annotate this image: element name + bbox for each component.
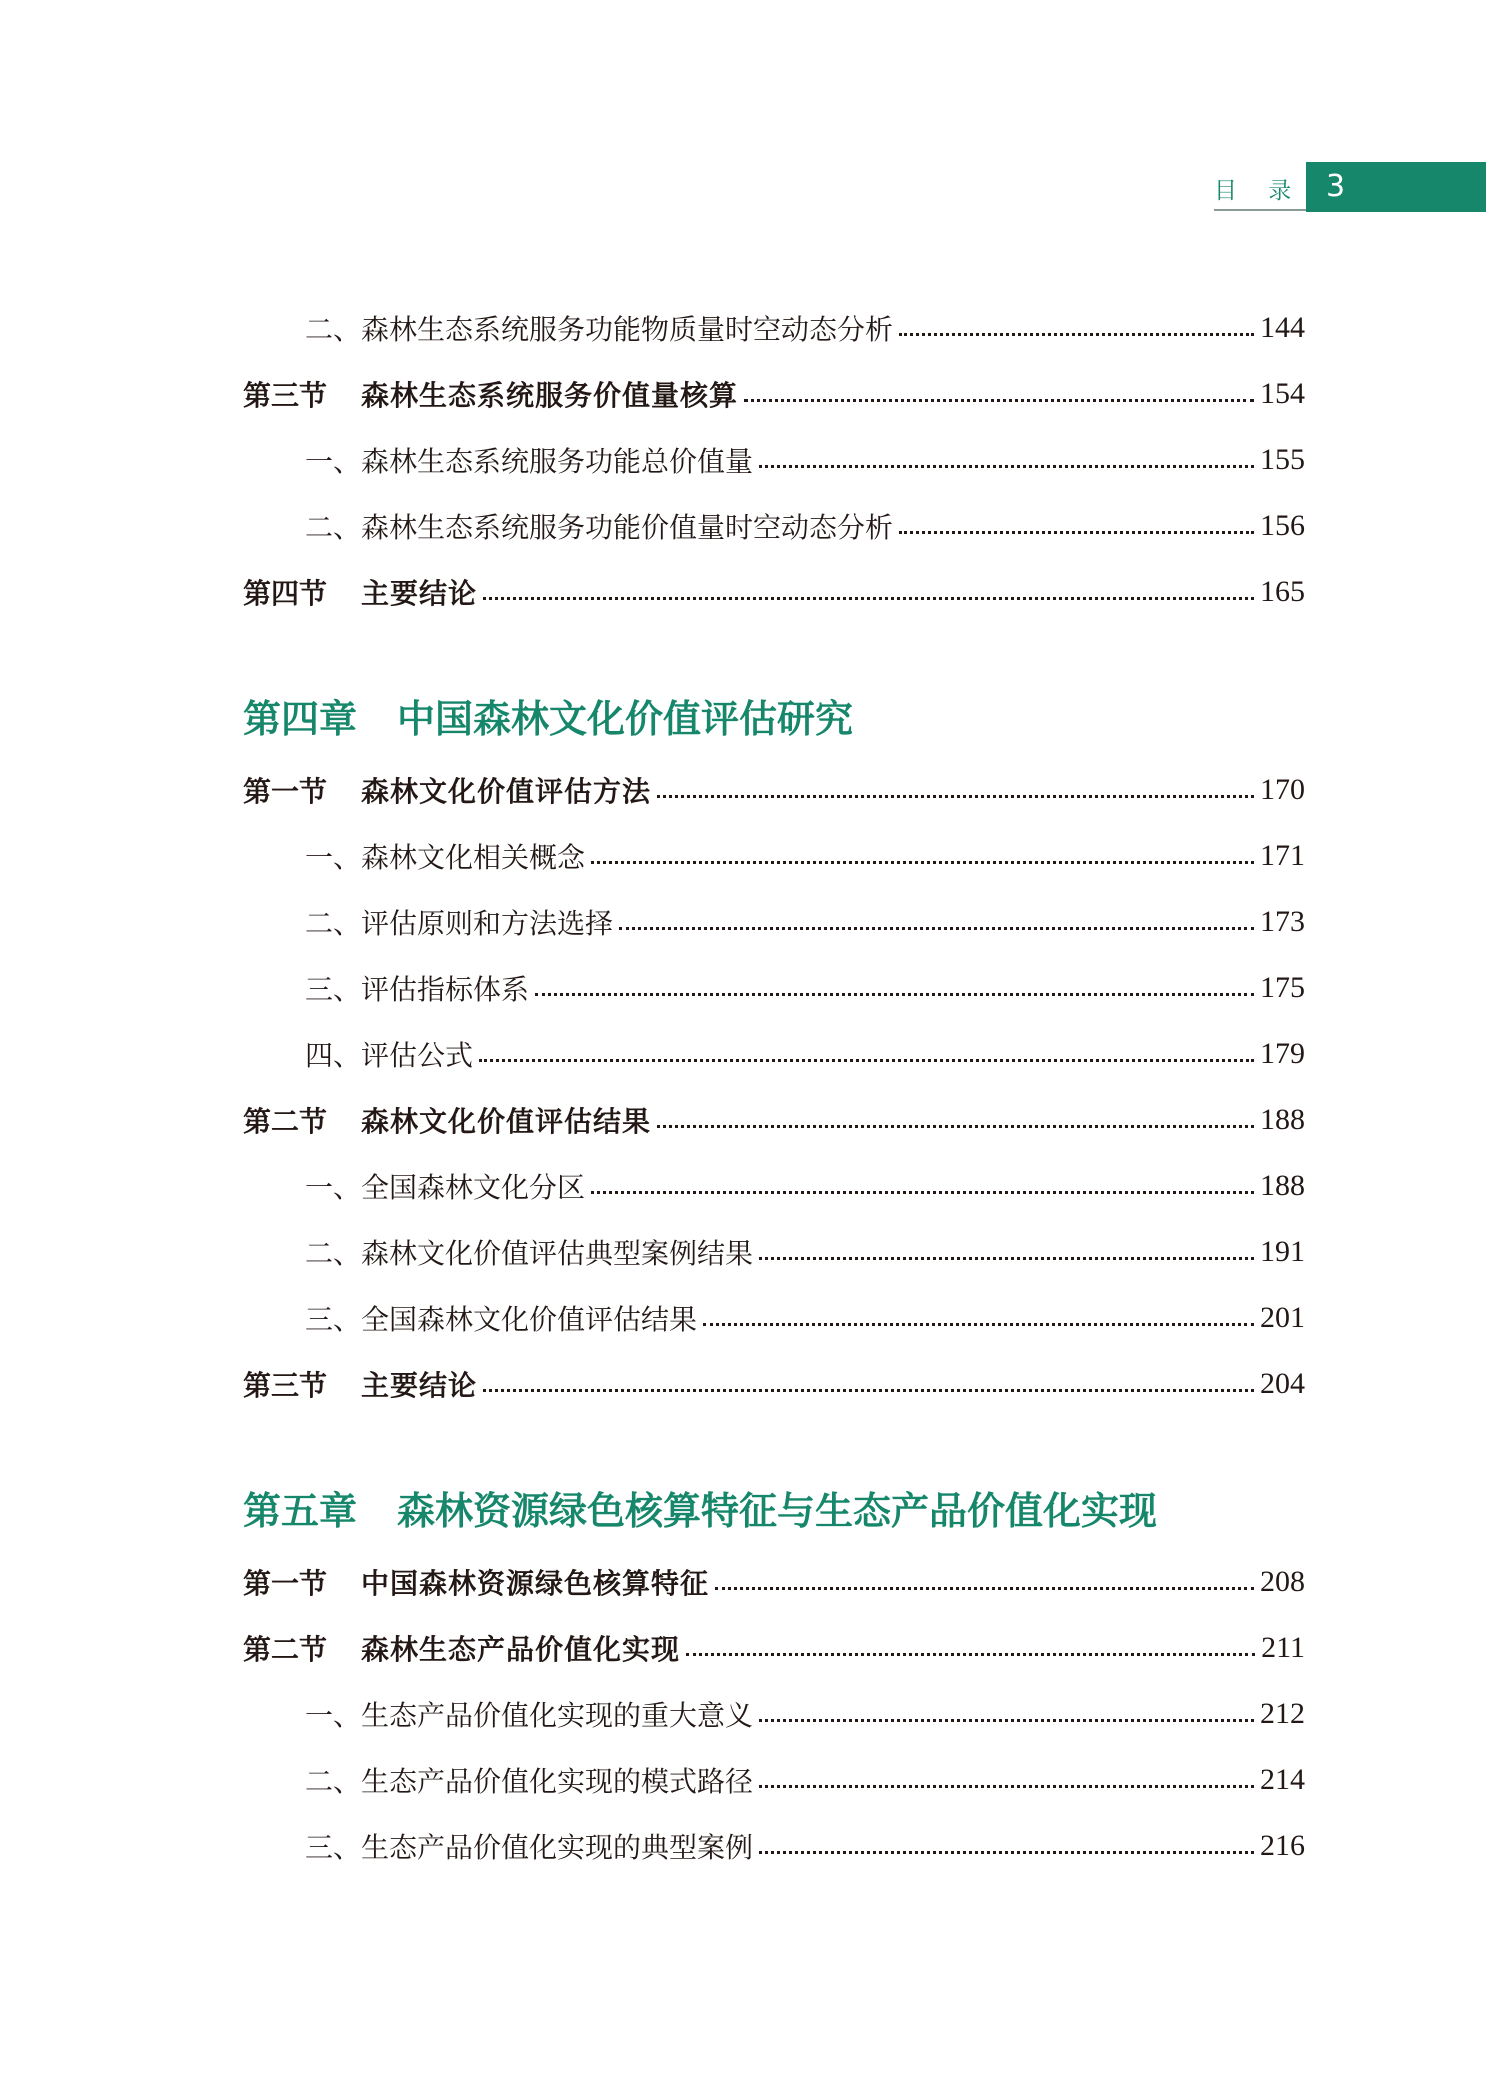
dot-leader	[591, 1191, 1254, 1194]
page-number: 3	[1326, 169, 1346, 204]
toc-section-entry[interactable]	[243, 559, 1305, 625]
entry-title: 森林生态系统服务价值量核算	[361, 379, 739, 412]
toc-subsection-entry[interactable]	[243, 427, 1305, 493]
entry-page-number: 165	[1260, 575, 1305, 608]
chapter-number: 第四章	[243, 697, 358, 741]
entry-title: 森林文化价值评估方法	[361, 775, 652, 808]
section-number: 第四节	[243, 577, 328, 610]
entry-page-number: 204	[1260, 1367, 1305, 1400]
section-number: 第一节	[243, 1567, 328, 1600]
header-rule	[1214, 209, 1314, 211]
entry-page-number: 211	[1261, 1631, 1305, 1664]
toc-subsection-entry[interactable]	[243, 1219, 1305, 1285]
dot-leader	[715, 1587, 1254, 1590]
entry-title: 一、全国森林文化分区	[305, 1171, 586, 1204]
entry-page-number: 179	[1260, 1037, 1305, 1070]
dot-leader	[703, 1323, 1254, 1326]
entry-title: 二、评估原则和方法选择	[305, 907, 614, 940]
toc-subsection-entry[interactable]	[243, 889, 1305, 955]
table-of-contents	[243, 295, 1305, 1879]
toc-chapter-heading[interactable]	[243, 1417, 1305, 1549]
dot-leader	[899, 531, 1254, 534]
entry-page-number: 175	[1260, 971, 1305, 1004]
toc-subsection-entry[interactable]	[243, 823, 1305, 889]
dot-leader	[535, 993, 1254, 996]
entry-title: 二、生态产品价值化实现的模式路径	[305, 1765, 754, 1798]
entry-title: 一、森林文化相关概念	[305, 841, 586, 874]
entry-title: 一、生态产品价值化实现的重大意义	[305, 1699, 754, 1732]
toc-chapter-heading[interactable]	[243, 625, 1305, 757]
toc-subsection-entry[interactable]	[243, 295, 1305, 361]
dot-leader	[759, 1785, 1254, 1788]
entry-title: 二、森林生态系统服务功能物质量时空动态分析	[305, 313, 894, 346]
section-number: 第三节	[243, 379, 328, 412]
entry-title: 二、森林文化价值评估典型案例结果	[305, 1237, 754, 1270]
page-number-box	[1306, 162, 1486, 212]
toc-subsection-entry[interactable]	[243, 1021, 1305, 1087]
entry-page-number: 144	[1260, 311, 1305, 344]
chapter-number: 第五章	[243, 1489, 358, 1533]
entry-page-number: 173	[1260, 905, 1305, 938]
entry-page-number: 216	[1260, 1829, 1305, 1862]
toc-subsection-entry[interactable]	[243, 1747, 1305, 1813]
entry-title: 四、评估公式	[305, 1039, 474, 1072]
header-label: 目 录	[1214, 178, 1304, 204]
entry-title: 二、森林生态系统服务功能价值量时空动态分析	[305, 511, 894, 544]
dot-leader	[759, 1719, 1254, 1722]
toc-subsection-entry[interactable]	[243, 1681, 1305, 1747]
toc-subsection-entry[interactable]	[243, 1153, 1305, 1219]
section-number: 第二节	[243, 1633, 328, 1666]
toc-section-entry[interactable]	[243, 757, 1305, 823]
dot-leader	[591, 861, 1254, 864]
dot-leader	[657, 795, 1254, 798]
section-number: 第三节	[243, 1369, 328, 1402]
entry-title: 中国森林资源绿色核算特征	[361, 1567, 710, 1600]
dot-leader	[483, 597, 1254, 600]
dot-leader	[744, 399, 1254, 402]
entry-title: 三、生态产品价值化实现的典型案例	[305, 1831, 754, 1864]
toc-section-entry[interactable]	[243, 1087, 1305, 1153]
entry-page-number: 154	[1260, 377, 1305, 410]
dot-leader	[759, 1851, 1254, 1854]
section-number: 第二节	[243, 1105, 328, 1138]
entry-page-number: 201	[1260, 1301, 1305, 1334]
entry-title: 三、全国森林文化价值评估结果	[305, 1303, 698, 1336]
entry-page-number: 208	[1260, 1565, 1305, 1598]
entry-title: 主要结论	[361, 1369, 478, 1402]
toc-section-entry[interactable]	[243, 1351, 1305, 1417]
entry-page-number: 191	[1260, 1235, 1305, 1268]
toc-section-entry[interactable]	[243, 361, 1305, 427]
entry-page-number: 214	[1260, 1763, 1305, 1796]
dot-leader	[899, 333, 1254, 336]
chapter-title: 森林资源绿色核算特征与生态产品价值化实现	[397, 1489, 1158, 1533]
dot-leader	[686, 1653, 1255, 1656]
entry-page-number: 188	[1260, 1103, 1305, 1136]
entry-title: 主要结论	[361, 577, 478, 610]
entry-title: 三、评估指标体系	[305, 973, 530, 1006]
toc-subsection-entry[interactable]	[243, 1285, 1305, 1351]
section-number: 第一节	[243, 775, 328, 808]
entry-page-number: 156	[1260, 509, 1305, 542]
toc-section-entry[interactable]	[243, 1549, 1305, 1615]
toc-subsection-entry[interactable]	[243, 955, 1305, 1021]
toc-subsection-entry[interactable]	[243, 493, 1305, 559]
dot-leader	[483, 1389, 1254, 1392]
entry-title: 一、森林生态系统服务功能总价值量	[305, 445, 754, 478]
dot-leader	[759, 465, 1254, 468]
dot-leader	[479, 1059, 1254, 1062]
entry-page-number: 155	[1260, 443, 1305, 476]
entry-title: 森林文化价值评估结果	[361, 1105, 652, 1138]
dot-leader	[619, 927, 1254, 930]
chapter-title: 中国森林文化价值评估研究	[397, 697, 854, 741]
entry-page-number: 212	[1260, 1697, 1305, 1730]
page-header	[1214, 162, 1486, 212]
toc-section-entry[interactable]	[243, 1615, 1305, 1681]
dot-leader	[759, 1257, 1254, 1260]
toc-subsection-entry[interactable]	[243, 1813, 1305, 1879]
entry-page-number: 188	[1260, 1169, 1305, 1202]
entry-title: 森林生态产品价值化实现	[361, 1633, 681, 1666]
dot-leader	[657, 1125, 1254, 1128]
entry-page-number: 171	[1260, 839, 1305, 872]
entry-page-number: 170	[1260, 773, 1305, 806]
